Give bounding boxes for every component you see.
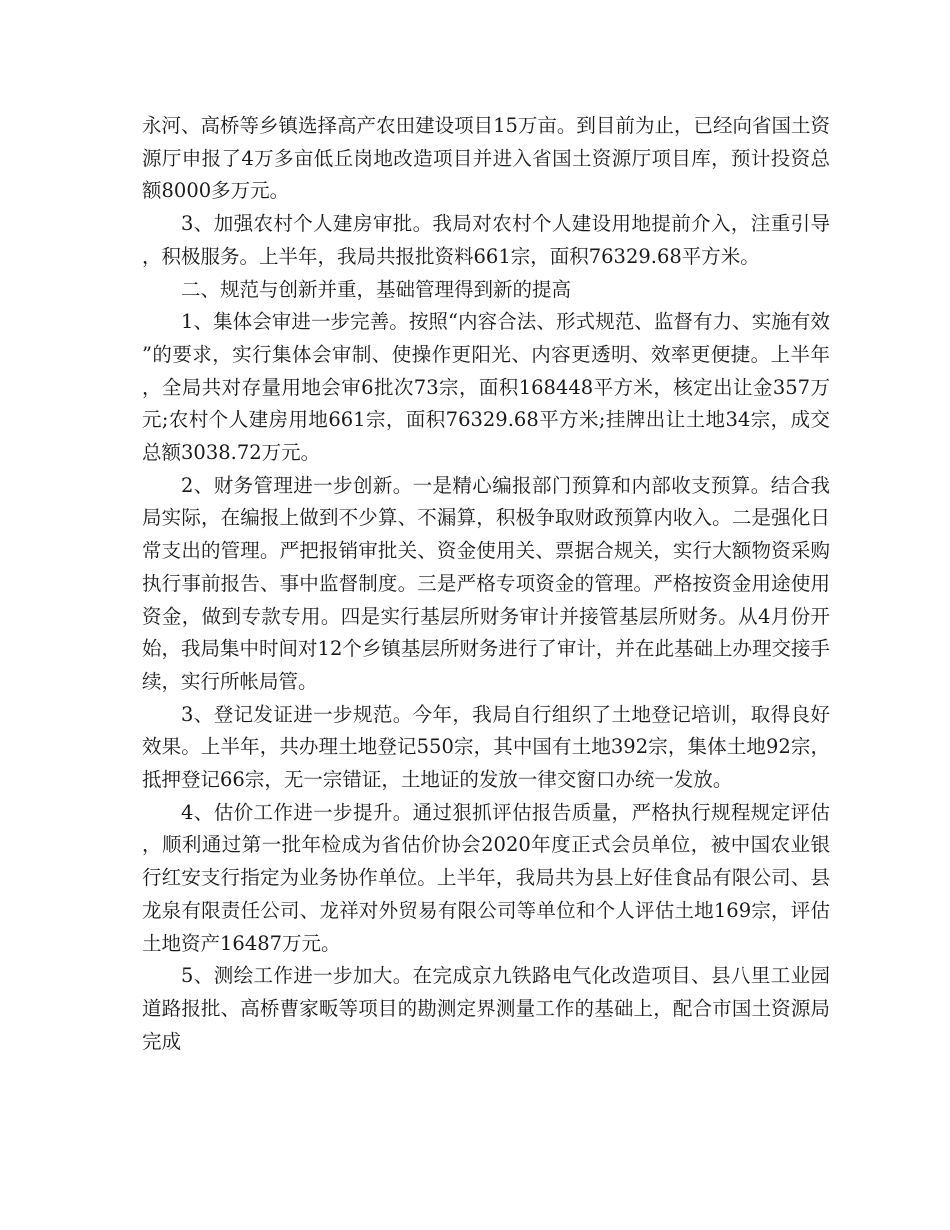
paragraph-valuation: 4、估价工作进一步提升。通过狠抓评估报告质量，严格执行规程规定评估，顺利通过第一批年检成为省估价协会2020年度正式会员单位，被中国农业银行红安支行指定为业务协作单位。上半年，我局共为县上好佳食品有限公司、县龙泉有限责任公司、龙祥对外贸易有限公司等单位和个人评估土地169宗，评估土地资产16487万元。 bbox=[142, 800, 830, 955]
paragraph-surveying: 5、测绘工作进一步加大。在完成京九铁路电气化改造项目、县八里工业园道路报批、高桥曹家畈等项目的勘测定界测量工作的基础上，配合市国土资源局完成 bbox=[142, 964, 830, 1053]
document-body bbox=[142, 110, 830, 1058]
paragraph-registration: 3、登记发证进一步规范。今年，我局自行组织了土地登记培训，取得良好效果。上半年，共办理土地登记550宗，其中国有土地392宗，集体土地92宗，抵押登记66宗，无一宗错证，土地证的发放一律交窗口办统一发放。 bbox=[142, 702, 830, 792]
paragraph-continuation: 永河、高桥等乡镇选择高产农田建设项目15万亩。到目前为止，已经向省国土资源厅申报了4万多亩低丘岗地改造项目并进入省国土资源厅项目库，预计投资总额8000多万元。 bbox=[142, 114, 830, 203]
paragraph-rural-housing-approval: 3、加强农村个人建房审批。我局对农村个人建设用地提前介入，注重引导，积极服务。上半年，我局共报批资料661宗，面积76329.68平方米。 bbox=[142, 212, 830, 268]
paragraph-collective-review: 1、集体会审进一步完善。按照“内容合法、形式规范、监督有力、实施有效”的要求，实行集体会审制、使操作更阳光、内容更透明、效率更便捷。上半年，全局共对存量用地会审6批次73宗，面积168448平方米，核定出让金357万元;农村个人建房用地661宗，面积76329.68平方米;挂牌出让土地34宗，成交总额3038.72万元。 bbox=[142, 310, 830, 465]
section-heading-standardization: 二、规范与创新并重，基础管理得到新的提高 bbox=[181, 277, 572, 301]
paragraph-financial-management: 2、财务管理进一步创新。一是精心编报部门预算和内部收支预算。结合我局实际，在编报上做到不少算、不漏算，积极争取财政预算内收入。二是强化日常支出的管理。严把报销审批关、资金使用关、票据合规关，实行大额物资采购执行事前报告、事中监督制度。三是严格专项资金的管理。严格按资金用途使用资金，做到专款专用。四是实行基层所财务审计并接管基层所财务。从4月份开始，我局集中时间对12个乡镇基层所财务进行了审计，并在此基础上办理交接手续，实行所帐局管。 bbox=[142, 473, 830, 693]
